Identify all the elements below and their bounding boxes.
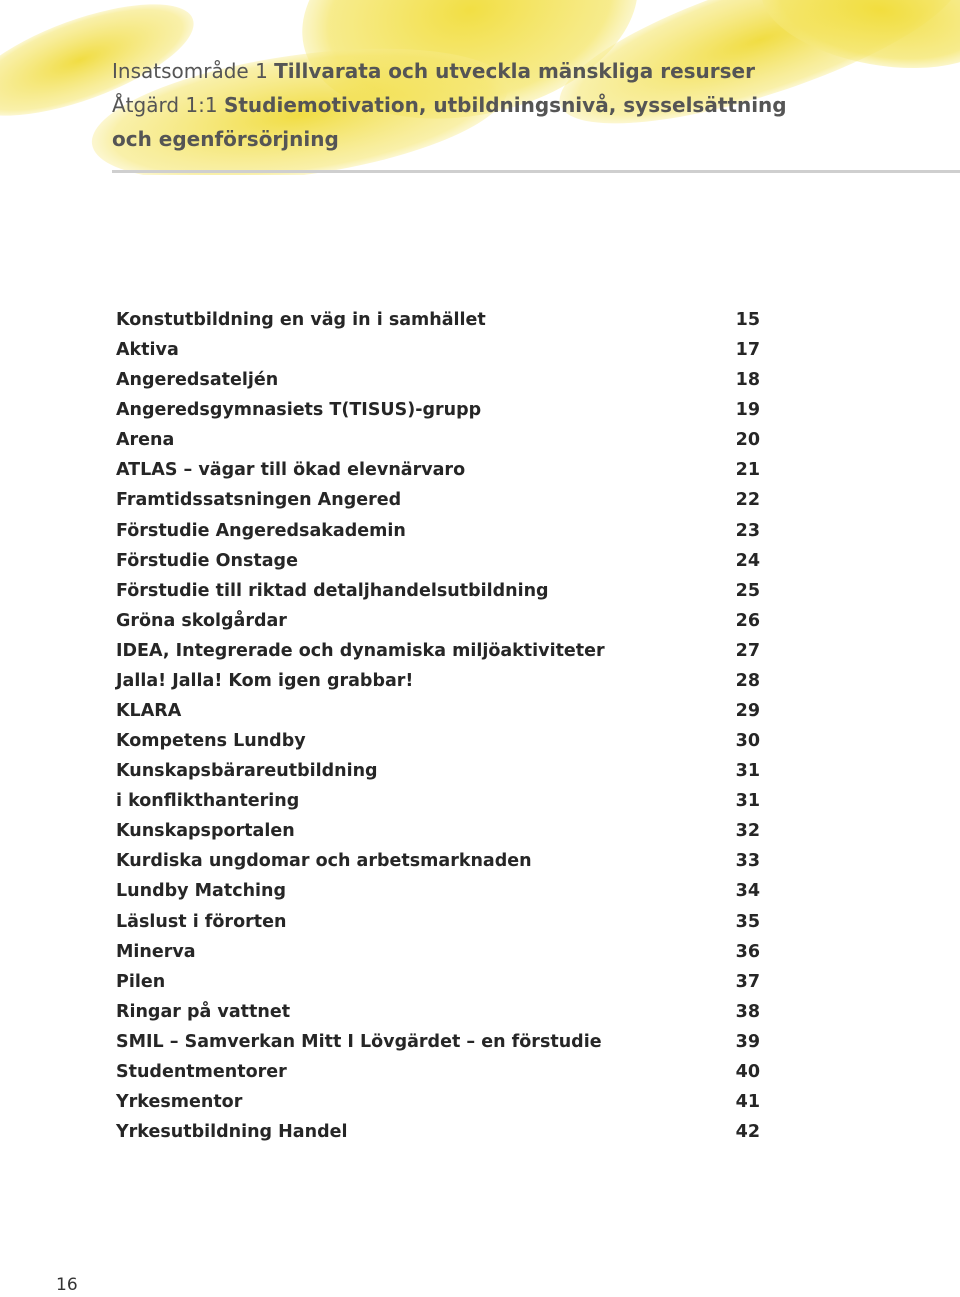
toc-entry[interactable] bbox=[116, 641, 760, 671]
toc-entry-page: 26 bbox=[735, 610, 760, 631]
toc-entry[interactable] bbox=[116, 340, 760, 370]
toc-entry[interactable] bbox=[116, 851, 760, 881]
toc-entry-page: 28 bbox=[735, 670, 760, 691]
toc-entry-page: 40 bbox=[735, 1061, 760, 1082]
toc-entry[interactable] bbox=[116, 791, 760, 821]
toc-entry-title: IDEA, Integrerade och dynamiska miljöaktiviteter bbox=[116, 640, 605, 661]
insatsomrade-label: Insatsområde 1 bbox=[112, 59, 268, 83]
toc-entry[interactable] bbox=[116, 1002, 760, 1032]
toc-entry-title: Förstudie till riktad detaljhandelsutbildning bbox=[116, 580, 549, 601]
toc-entry[interactable] bbox=[116, 1062, 760, 1092]
header-line-1 bbox=[112, 54, 872, 88]
toc-entry-page: 42 bbox=[735, 1122, 760, 1143]
toc-entry-page: 30 bbox=[735, 731, 760, 752]
toc-entry-page: 20 bbox=[735, 430, 760, 451]
toc-entry-title: Förstudie Onstage bbox=[116, 550, 298, 571]
toc-entry-title: Framtidssatsningen Angered bbox=[116, 490, 402, 511]
toc-entry-page: 22 bbox=[735, 490, 760, 511]
toc-entry-page: 21 bbox=[735, 460, 760, 481]
table-of-contents bbox=[116, 310, 760, 1152]
toc-entry-page: 27 bbox=[735, 640, 760, 661]
toc-entry[interactable] bbox=[116, 430, 760, 460]
toc-entry[interactable] bbox=[116, 821, 760, 851]
toc-entry[interactable] bbox=[116, 881, 760, 911]
atgard-label: Åtgärd 1:1 bbox=[112, 93, 218, 117]
atgard-title: Studiemotivation, utbildningsnivå, sysselsättning bbox=[223, 93, 787, 117]
toc-entry-title: ATLAS – vägar till ökad elevnärvaro bbox=[116, 460, 466, 481]
toc-entry[interactable] bbox=[116, 370, 760, 400]
header-divider bbox=[112, 170, 960, 173]
toc-entry-page: 24 bbox=[735, 550, 760, 571]
toc-entry-page: 39 bbox=[735, 1031, 760, 1052]
toc-entry[interactable] bbox=[116, 972, 760, 1002]
section-header bbox=[112, 54, 872, 156]
toc-entry[interactable] bbox=[116, 912, 760, 942]
toc-entry[interactable] bbox=[116, 761, 760, 791]
toc-entry-title: Aktiva bbox=[116, 340, 179, 361]
toc-entry-title: Kompetens Lundby bbox=[116, 731, 306, 752]
header-line-3 bbox=[112, 122, 872, 156]
toc-entry-title: SMIL – Samverkan Mitt I Lövgärdet – en förstudie bbox=[116, 1031, 602, 1052]
toc-entry-page: 41 bbox=[735, 1092, 760, 1113]
header-line-2 bbox=[112, 88, 872, 122]
toc-entry-title: Pilen bbox=[116, 971, 166, 992]
toc-entry-page: 34 bbox=[735, 881, 760, 902]
toc-entry-title: Konstutbildning en väg in i samhället bbox=[116, 310, 486, 330]
toc-entry-page: 36 bbox=[735, 941, 760, 962]
toc-entry-page: 17 bbox=[735, 340, 760, 361]
toc-entry-title: Kurdiska ungdomar och arbetsmarknaden bbox=[116, 851, 532, 872]
toc-entry[interactable] bbox=[116, 1092, 760, 1122]
toc-entry-page: 32 bbox=[735, 821, 760, 842]
toc-entry-page: 19 bbox=[735, 400, 760, 421]
toc-entry-title: Yrkesutbildning Handel bbox=[116, 1122, 348, 1143]
toc-entry[interactable] bbox=[116, 701, 760, 731]
insatsomrade-title: Tillvarata och utveckla mänskliga resurser bbox=[274, 59, 755, 83]
toc-entry-page: 35 bbox=[735, 911, 760, 932]
toc-entry[interactable] bbox=[116, 1122, 760, 1152]
toc-entry-title: Kunskapsportalen bbox=[116, 821, 295, 842]
toc-entry-page: 31 bbox=[735, 761, 760, 782]
toc-entry-title: Jalla! Jalla! Kom igen grabbar! bbox=[116, 670, 414, 691]
atgard-title-continued: och egenförsörjning bbox=[112, 127, 339, 151]
toc-entry[interactable] bbox=[116, 310, 760, 340]
toc-entry[interactable] bbox=[116, 581, 760, 611]
toc-entry-title: Angeredsateljén bbox=[116, 370, 279, 391]
toc-entry[interactable] bbox=[116, 460, 760, 490]
toc-entry-page: 37 bbox=[735, 971, 760, 992]
toc-entry-title: Ringar på vattnet bbox=[116, 1001, 291, 1022]
toc-entry[interactable] bbox=[116, 400, 760, 430]
toc-entry[interactable] bbox=[116, 611, 760, 641]
toc-entry[interactable] bbox=[116, 521, 760, 551]
toc-entry-page: 15 bbox=[735, 310, 760, 330]
toc-entry-page: 23 bbox=[735, 520, 760, 541]
toc-entry[interactable] bbox=[116, 942, 760, 972]
toc-entry-title: Gröna skolgårdar bbox=[116, 610, 287, 631]
toc-entry-page: 33 bbox=[735, 851, 760, 872]
toc-entry-title: Förstudie Angeredsakademin bbox=[116, 520, 406, 541]
toc-entry-title: Studentmentorer bbox=[116, 1061, 287, 1082]
toc-entry-title: Lundby Matching bbox=[116, 881, 287, 902]
toc-entry[interactable] bbox=[116, 1032, 760, 1062]
toc-entry-page: 25 bbox=[735, 580, 760, 601]
toc-entry-title: Minerva bbox=[116, 941, 196, 962]
toc-entry-title: Läslust i förorten bbox=[116, 911, 287, 932]
toc-entry[interactable] bbox=[116, 551, 760, 581]
toc-entry-page: 38 bbox=[735, 1001, 760, 1022]
page-number: 16 bbox=[56, 1275, 78, 1295]
toc-entry-title: KLARA bbox=[116, 701, 182, 722]
toc-entry-title: Angeredsgymnasiets T(TISUS)-grupp bbox=[116, 400, 482, 421]
toc-entry-page: 29 bbox=[735, 701, 760, 722]
toc-entry-title: Kunskapsbärareutbildning bbox=[116, 761, 378, 782]
toc-entry-title: Yrkesmentor bbox=[116, 1092, 243, 1113]
toc-entry[interactable] bbox=[116, 490, 760, 520]
toc-entry-title: i konflikthantering bbox=[116, 791, 300, 812]
toc-entry-title: Arena bbox=[116, 430, 175, 451]
toc-entry-page: 18 bbox=[735, 370, 760, 391]
toc-entry[interactable] bbox=[116, 731, 760, 761]
toc-entry[interactable] bbox=[116, 671, 760, 701]
toc-entry-page: 31 bbox=[735, 791, 760, 812]
